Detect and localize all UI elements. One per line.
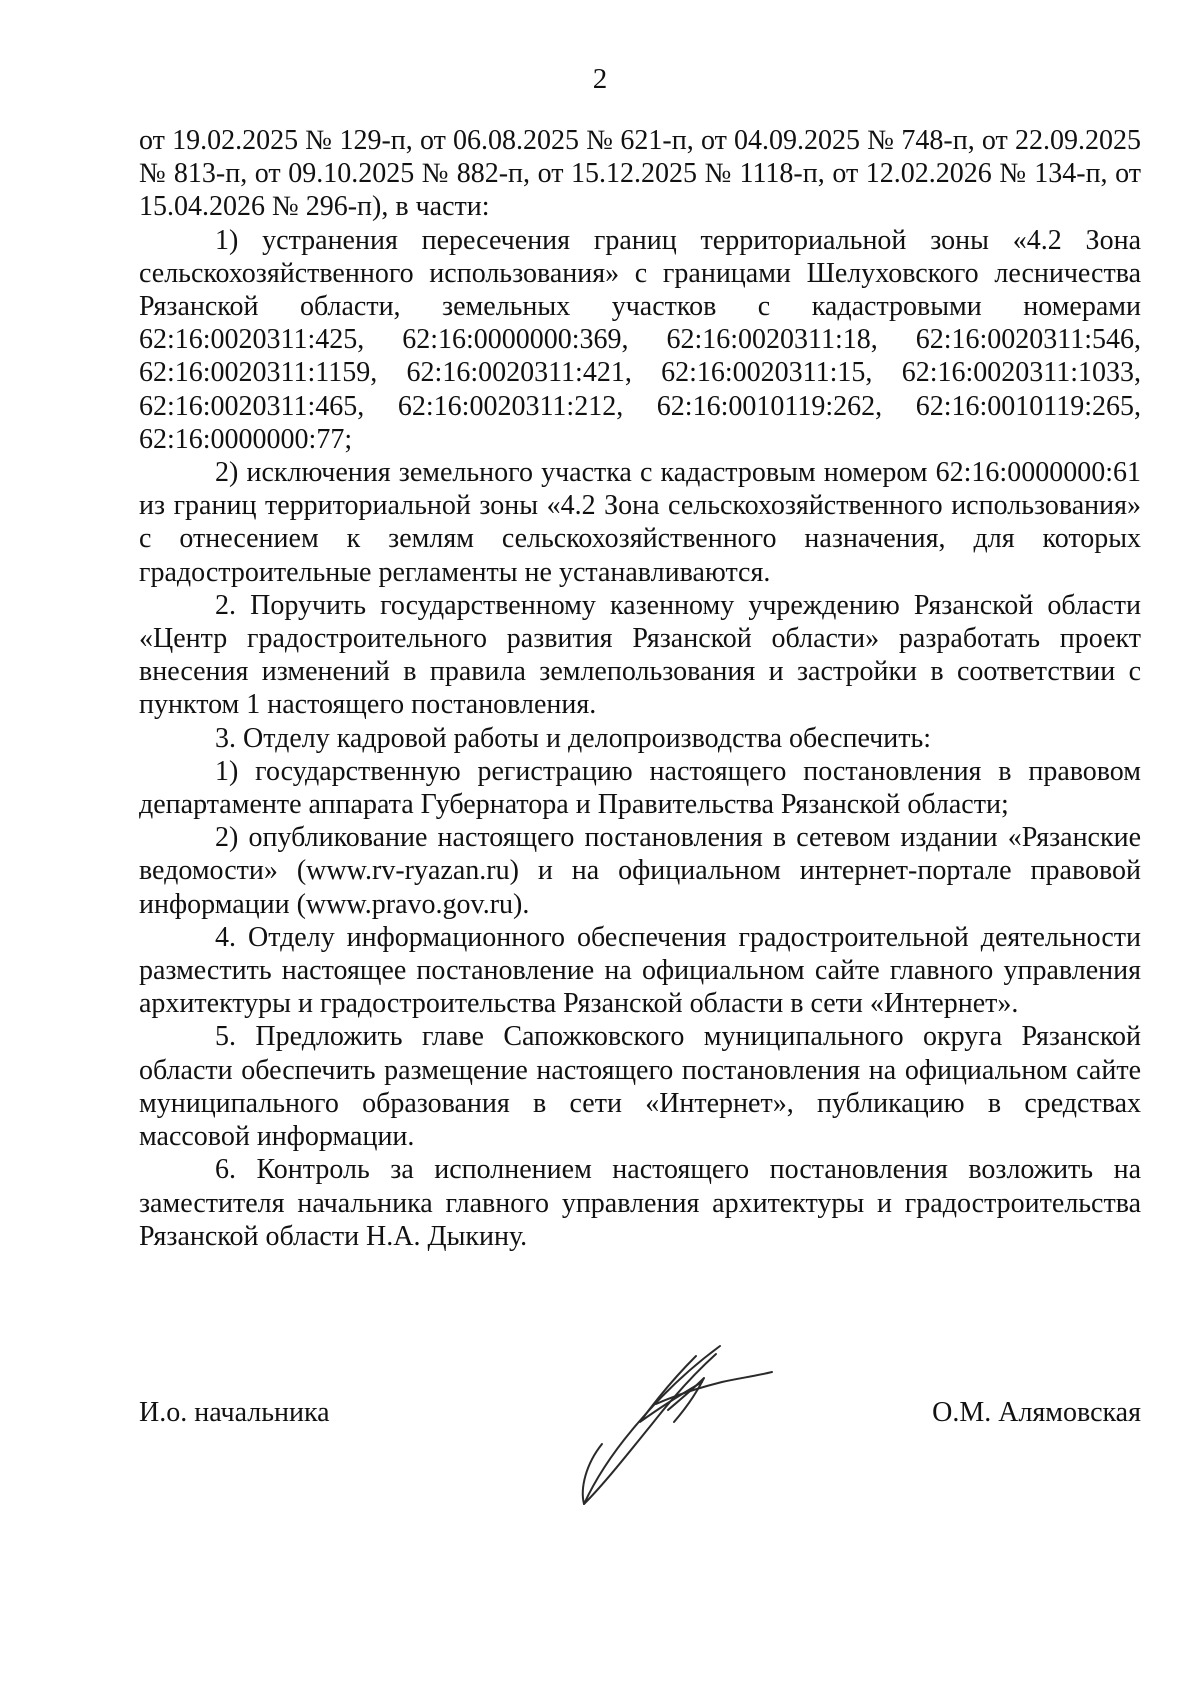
paragraph-item-3-subitem-1: 1) государственную регистрацию настоящего постановления в правовом департаменте аппарата Губернатора и Правительства Рязанской области;	[139, 755, 1141, 821]
handwritten-signature	[570, 1338, 780, 1510]
paragraph-item-3: 3. Отделу кадровой работы и делопроизводства обеспечить:	[215, 722, 932, 754]
page-number: 2	[592, 63, 608, 95]
document-body	[139, 124, 1141, 1253]
paragraph-continuation: от 19.02.2025 № 129-п, от 06.08.2025 № 621-п, от 04.09.2025 № 748-п, от 22.09.2025 № 813-п, от 09.10.2025 № 882-п, от 15.12.2025 № 1118-п, от 12.02.2026 № 134-п, от 15.04.2026 № 296-п), в части:	[139, 125, 1141, 223]
signatory-title: И.о. начальника	[139, 1397, 330, 1428]
signatory-name: О.М. Алямовская	[932, 1397, 1141, 1428]
paragraph-item-3-subitem-2: 2) опубликование настоящего постановления в сетевом издании «Рязанские ведомости» (www.rv-ryazan.ru) и на официальном интернет-портале правовой информации (www.pravo.gov.ru).	[139, 822, 1141, 920]
paragraph-item-6: 6. Контроль за исполнением настоящего постановления возложить на заместителя начальника главного управления архитектуры и градостроительства Рязанской области Н.А. Дыкину.	[139, 1154, 1141, 1252]
paragraph-subitem-1: 1) устранения пересечения границ территориальной зоны «4.2 Зона сельскохозяйственного использования» с границами Шелуховского лесничества Рязанской области, земельных участков с кадастровыми номерами 62:16:0020311:425, 62:16:0000000:369, 62:16:0020311:18, 62:16:0020311:546, 62:16:0020311:1159, 62:16:0020311:421, 62:16:0020311:15, 62:16:0020311:1033, 62:16:0020311:465, 62:16:0020311:212, 62:16:0010119:262, 62:16:0010119:265, 62:16:0000000:77;	[139, 224, 1141, 455]
paragraph-subitem-2: 2) исключения земельного участка с кадастровым номером 62:16:0000000:61 из границ территориальной зоны «4.2 Зона сельскохозяйственного использования» с отнесением к землям сельскохозяйственного назначения, для которых градостроительные регламенты не устанавливаются.	[139, 457, 1141, 588]
paragraph-item-2: 2. Поручить государственному казенному учреждению Рязанской области «Центр градостроительного развития Рязанской области» разработать проект внесения изменений в правила землепользования и застройки в соответствии с пунктом 1 настоящего постановления.	[139, 589, 1141, 721]
paragraph-item-5: 5. Предложить главе Сапожковского муниципального округа Рязанской области обеспечить размещение настоящего постановления на официальном сайте муниципального образования в сети «Интернет», публикацию в средствах массовой информации.	[139, 1021, 1141, 1153]
paragraph-item-4: 4. Отделу информационного обеспечения градостроительной деятельности разместить настоящее постановление на официальном сайте главного управления архитектуры и градостроительства Рязанской области в сети «Интернет».	[139, 921, 1141, 1020]
